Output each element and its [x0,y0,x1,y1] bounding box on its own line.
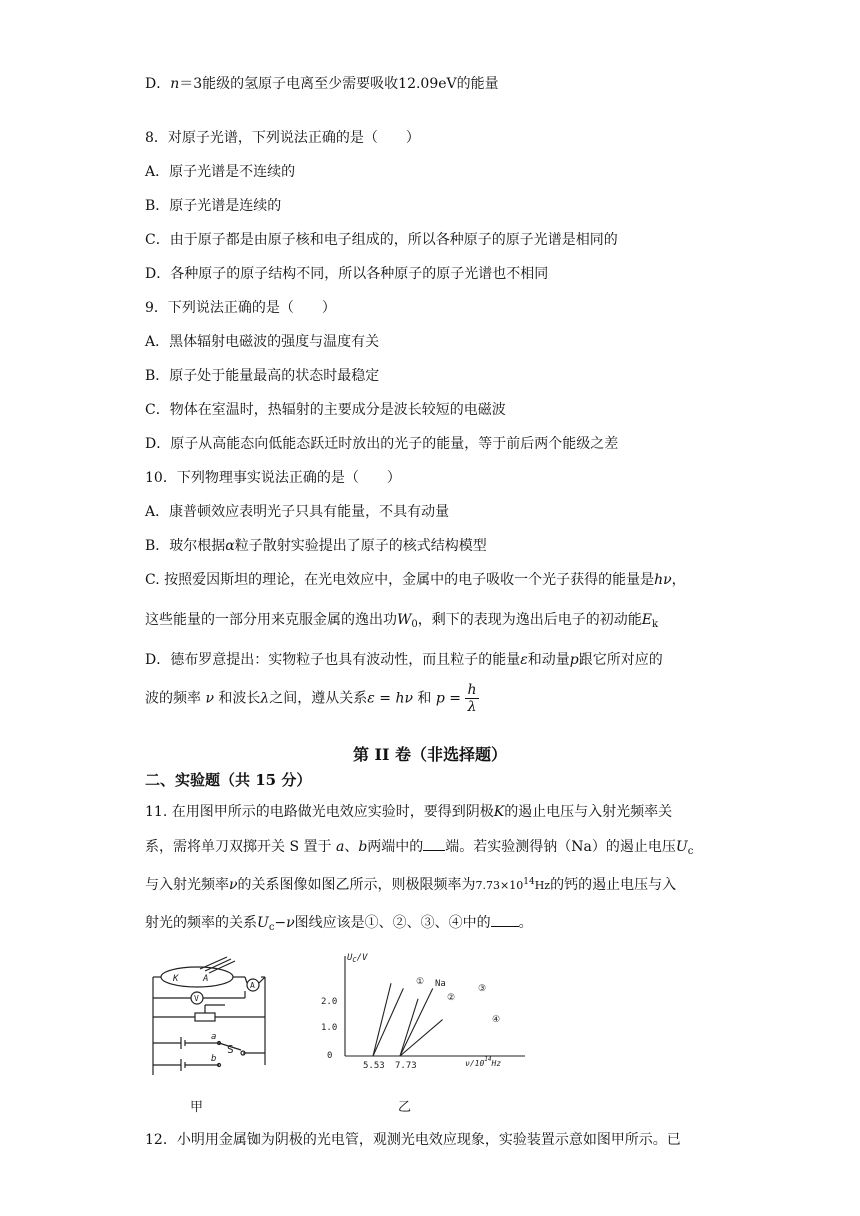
answer-blank-2[interactable] [491,912,519,927]
q9-option-a: A．黑体辐射电磁波的强度与温度有关 [145,334,380,350]
series-line-4 [400,1020,443,1056]
label-k: K [173,974,179,984]
q10-option-d-line1: D．德布罗意提出：实物粒子也具有波动性，而且粒子的能量ε和动量p跟它所对应的 [145,652,663,668]
phototube [161,967,233,987]
q9-option-d: D．原子从高能态向低能态跃迁时放出的光子的能量，等于前后两个能级之差 [145,436,619,452]
q8-stem: 8．对原子光谱，下列说法正确的是（ ） [145,130,420,146]
circuit-diagram [145,955,275,1085]
label-switch-a: a [211,1032,217,1042]
q10-option-c-line1: C. 按照爱因斯坦的理论，在光电效应中，金属中的电子吸收一个光子获得的能量是hν， [145,572,686,588]
section-title: 第 II 卷（非选择题） [352,745,508,764]
q8-option-b: B．原子光谱是连续的 [145,198,282,214]
q8-option-c: C．由于原子都是由原子核和电子组成的，所以各种原子的原子光谱是相同的 [145,232,618,248]
figure-caption-yi: 乙 [398,1100,412,1115]
y-tick-1: 1.0 [321,1023,338,1033]
series-line-0 [373,983,391,1056]
q10-option-d-line2: 波的频率 ν 和波长λ之间，遵从关系ε = hν 和 p = $\frac{h}{\lambda}$ [145,682,477,715]
x-tick-553: 5.53 [363,1061,385,1068]
y-tick-0: 0 [327,1051,333,1061]
answer-blank-1[interactable] [423,836,445,851]
q10-option-c-line2: 这些能量的一部分用来克服金属的逸出功$W_0$，剩下的表现为逸出后电子的初动能$E_k$ [145,612,659,630]
line-label-3: ③ [478,984,487,994]
q11-line1: 11. 在用图甲所示的电路做光电效应实验时，要得到阴极K的遏止电压与入射光频率关 [145,804,673,820]
label-voltmeter: V [194,994,199,1003]
q9-option-c: C．物体在室温时，热辐射的主要成分是波长较短的电磁波 [145,402,506,418]
q11-line4: 射光的频率的关系$U_c-\nu$图线应该是①、②、③、④中的 。 [145,912,533,938]
q10-option-b: B．玻尔根据α粒子散射实验提出了原子的核式结构模型 [145,538,487,554]
x-tick-773: 7.73 [395,1061,417,1068]
q9-stem: 9．下列说法正确的是（ ） [145,300,336,316]
series-line-1 [373,988,403,1056]
y-tick-2: 2.0 [321,997,338,1007]
q8-option-d: D．各种原子的原子结构不同，所以各种原子的原子光谱也不相同 [145,266,549,282]
q7-option-d: D．n＝3能级的氢原子电离至少需要吸收12.09eV的能量 [145,76,499,92]
q10-stem: 10．下列物理事实说法正确的是（ ） [145,470,401,486]
q11-line2: 系，需将单刀双掷开关 S 置于 a、b两端中的 端。若实验测得钠（Na）的遏止电压$U_c$ [145,836,693,862]
label-switch-s: S [227,1043,234,1056]
series-line-2 [400,999,418,1056]
series-line-3 [400,988,433,1056]
label-switch-b: b [211,1054,217,1064]
line-label-4: ④ [492,1015,501,1025]
line-label-na: Na [435,979,446,989]
label-ammeter: A [250,981,255,990]
figure-caption-jia: 甲 [190,1100,204,1115]
fraction-h-over-lambda: $\frac{h}{\lambda}$ [467,682,477,715]
y-axis-label: $U_C/V$ [347,953,368,964]
section-heading: 二、实验题（共 15 分） [145,771,312,789]
label-anode: A [203,974,209,984]
q9-option-b: B．原子处于能量最高的状态时最稳定 [145,368,380,384]
q11-line3: 与入射光频率ν的关系图像如图乙所示，则极限频率为$7.73\times 10^{14}Hz$的钙的遏止电压与入 [145,877,677,893]
uc-nu-chart [315,948,530,1068]
q12-line1: 12．小明用金属铷为阴极的光电管，观测光电效应现象，实验装置示意如图甲所示。已 [145,1132,681,1148]
x-axis-label: $\nu/10^{14}Hz$ [465,1056,502,1068]
q8-option-a: A．原子光谱是不连续的 [145,164,296,180]
q10-option-a: A．康普顿效应表明光子只具有能量，不具有动量 [145,504,450,520]
line-label-1: ① [416,977,425,987]
line-label-2: ② [447,993,456,1003]
rheostat [195,1013,215,1021]
